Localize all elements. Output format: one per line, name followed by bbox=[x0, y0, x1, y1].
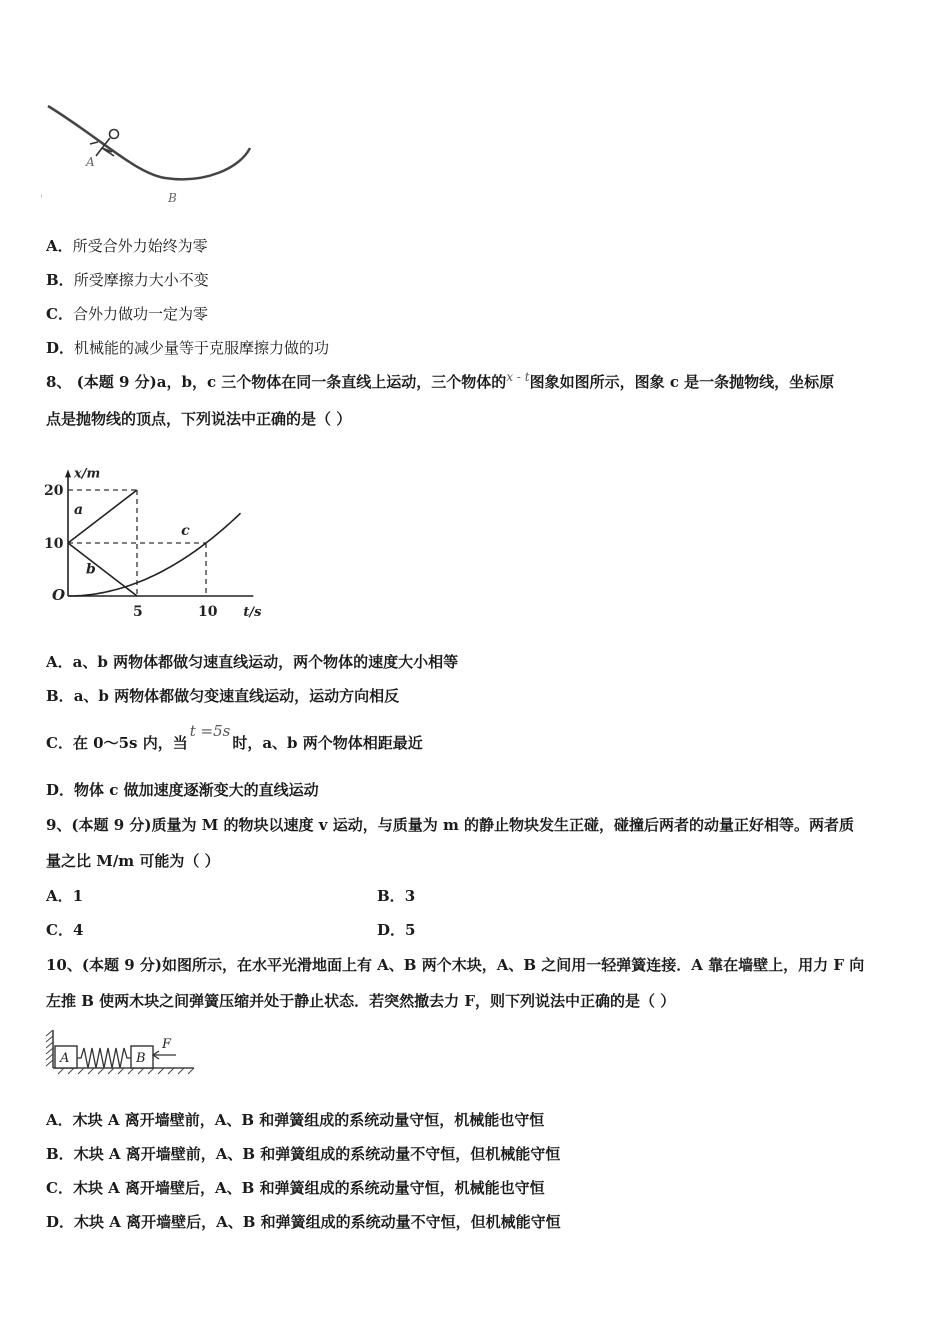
q8-option-d[interactable]: D．物体 c 做加速度逐渐变大的直线运动 bbox=[46, 781, 319, 799]
curved-track bbox=[48, 106, 250, 179]
q9-stem-line2: 量之比 M/m 可能为（ ） bbox=[46, 852, 220, 870]
q8-stem-line2: 点是抛物线的顶点，下列说法中正确的是（ ） bbox=[46, 410, 352, 428]
q7-option-c[interactable]: C．合外力做功一定为零 bbox=[46, 305, 208, 323]
q10-stem-line1: 10、(本题 9 分)如图所示，在水平光滑地面上有 A、B 两个木块，A、B 之间用一轻弹簧连接．A 靠在墙壁上，用力 F 向 bbox=[46, 956, 865, 974]
y-axis-arrow bbox=[65, 469, 71, 477]
q8-xt-math: x - t bbox=[506, 370, 530, 384]
q7-option-d[interactable]: D．机械能的减少量等于克服摩擦力做的功 bbox=[46, 339, 330, 357]
wall bbox=[46, 1030, 53, 1068]
q9-stem-line1: 9、(本题 9 分)质量为 M 的物块以速度 v 运动，与质量为 m 的静止物块发生正碰，碰撞后两者的动量正好相等。两者质 bbox=[46, 816, 855, 834]
q10-option-a[interactable]: A．木块 A 离开墙壁前，A、B 和弹簧组成的系统动量守恒，机械能也守恒 bbox=[46, 1111, 545, 1129]
slope-figure bbox=[40, 98, 260, 208]
series-label-c: c bbox=[181, 523, 190, 540]
y-tick-label-10: 10 bbox=[44, 536, 64, 552]
series-line-b bbox=[68, 543, 137, 596]
series-label-a: a bbox=[74, 501, 84, 518]
q9-option-b[interactable]: B．3 bbox=[377, 887, 416, 905]
spring bbox=[77, 1048, 131, 1068]
q10-option-b[interactable]: B．木块 A 离开墙壁前，A、B 和弹簧组成的系统动量不守恒，但机械能守恒 bbox=[46, 1145, 561, 1163]
block-b-label: B bbox=[136, 1051, 146, 1066]
q8-t5s-math: t =5s bbox=[189, 722, 231, 740]
q10-stem-line2: 左推 B 使两木块之间弹簧压缩并处于静止状态．若突然撤去力 F，则下列说法中正确的是（ ） bbox=[46, 992, 676, 1010]
q8-option-a[interactable]: A．a、b 两物体都做匀速直线运动，两个物体的速度大小相等 bbox=[46, 653, 459, 671]
q9-option-c[interactable]: C．4 bbox=[46, 921, 84, 939]
origin-label: O bbox=[52, 586, 66, 604]
q8-option-b[interactable]: B．a、b 两物体都做匀变速直线运动，运动方向相反 bbox=[46, 687, 400, 705]
y-axis-label: x/m bbox=[74, 466, 101, 482]
x-tick-label-5: 5 bbox=[133, 604, 143, 620]
fig7-tick: ' bbox=[40, 194, 43, 205]
force-arrow-icon bbox=[153, 1051, 176, 1059]
q10-option-d[interactable]: D．木块 A 离开墙壁后，A、B 和弹簧组成的系统动量不守恒，但机械能守恒 bbox=[46, 1213, 561, 1231]
q7-option-a[interactable]: A．所受合外力始终为零 bbox=[46, 237, 208, 255]
y-tick-label-20: 20 bbox=[44, 483, 64, 499]
block-a-label: A bbox=[60, 1051, 70, 1066]
series-line-c bbox=[68, 513, 241, 596]
spring-blocks-figure bbox=[44, 1028, 204, 1078]
series-label-b: b bbox=[86, 561, 96, 578]
q9-option-a[interactable]: A．1 bbox=[46, 887, 84, 905]
fig7-label-a: A bbox=[86, 155, 95, 169]
q8-stem-line1: 8、 (本题 9 分)a，b，c 三个物体在同一条直线上运动，三个物体的$^{x - t}$图象如图所示，图象 c 是一条抛物线，坐标原 bbox=[46, 370, 835, 391]
q8-option-c[interactable]: C．在 0～5s 内，当t =5s时，a、b 两个物体相距最近 bbox=[46, 722, 423, 752]
xt-chart bbox=[38, 446, 262, 621]
ground bbox=[53, 1068, 194, 1074]
x-tick-label-10: 10 bbox=[198, 604, 218, 620]
fig7-label-b: B bbox=[168, 191, 177, 205]
q10-option-c[interactable]: C．木块 A 离开墙壁后，A、B 和弹簧组成的系统动量守恒，机械能也守恒 bbox=[46, 1179, 545, 1197]
q9-option-d[interactable]: D．5 bbox=[377, 921, 416, 939]
x-axis-label: t/s bbox=[243, 605, 262, 620]
force-label: F bbox=[162, 1037, 172, 1052]
q7-option-b[interactable]: B．所受摩擦力大小不变 bbox=[46, 271, 209, 289]
